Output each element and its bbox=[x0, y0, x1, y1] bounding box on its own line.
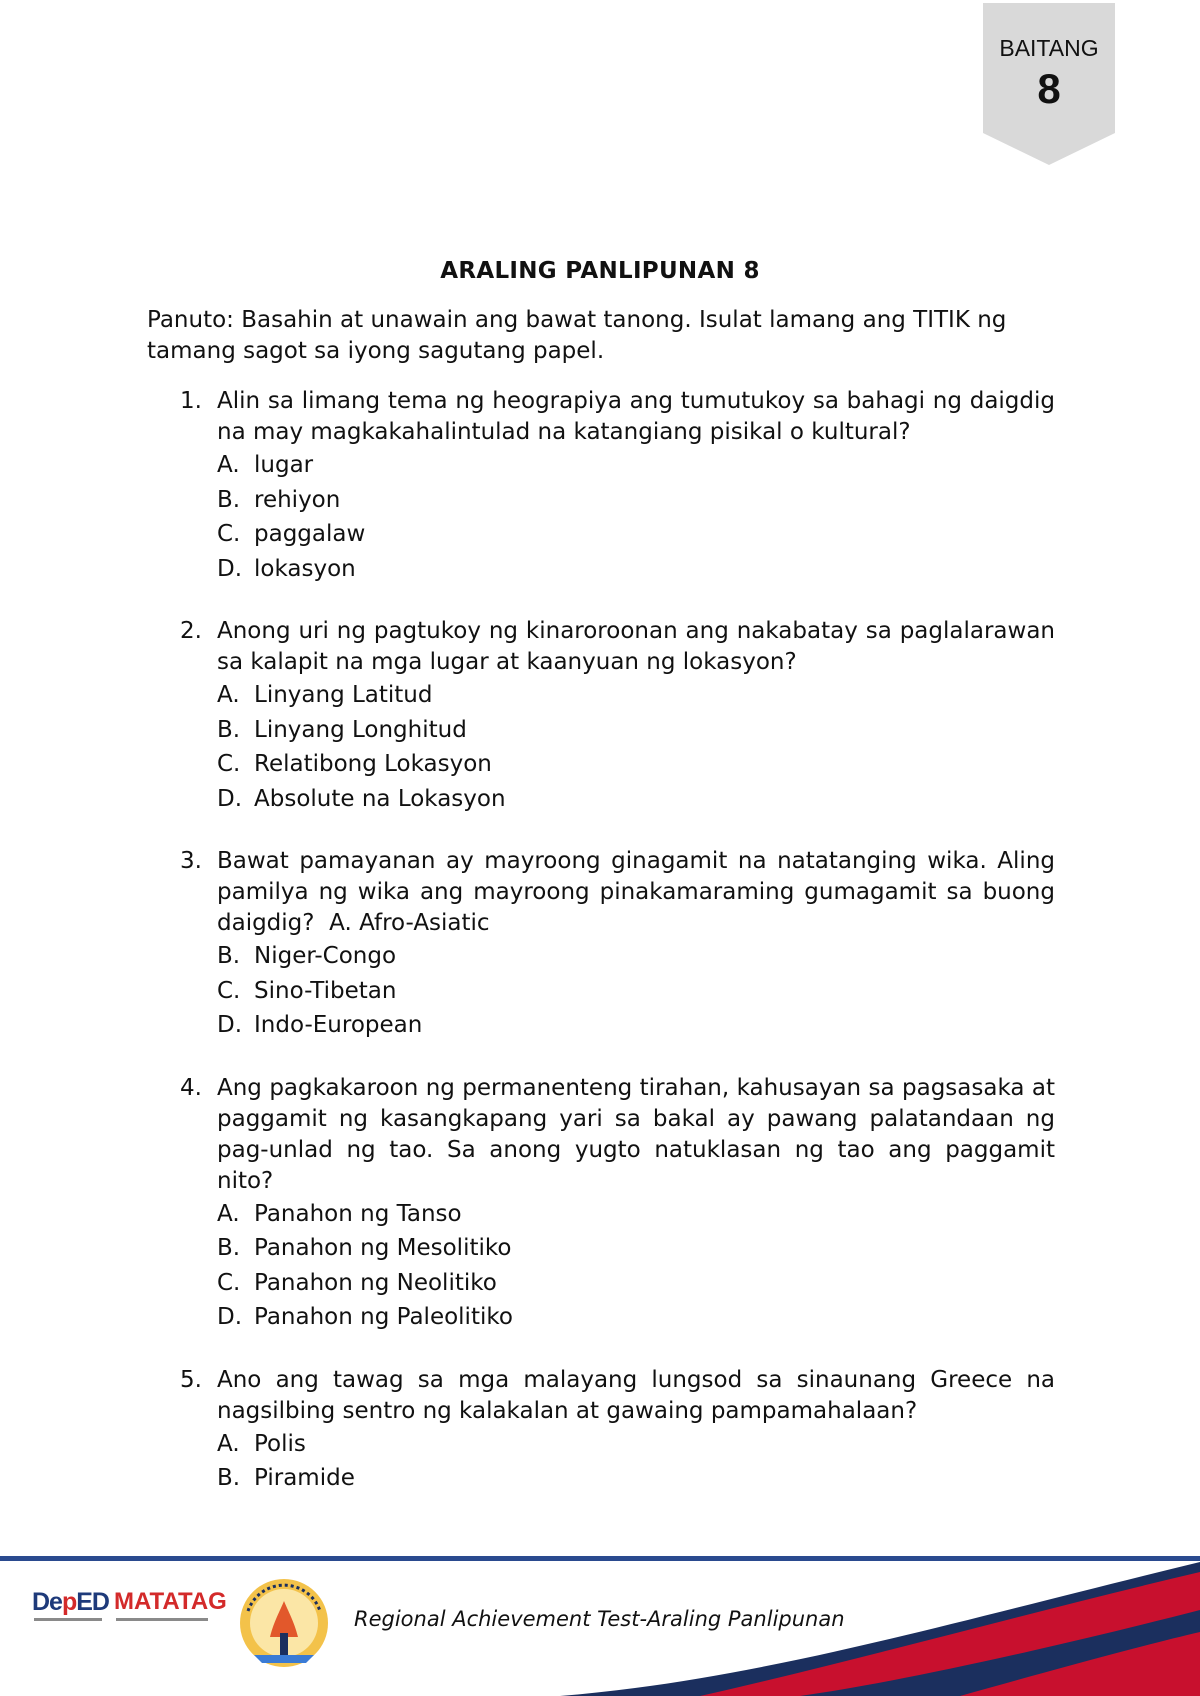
question-3 bbox=[147, 846, 1055, 1043]
question-5 bbox=[147, 1365, 1055, 1496]
option-text: Linyang Latitud bbox=[254, 682, 433, 708]
question-text: Anong uri ng pagtukoy ng kinaroroonan ang nakabatay sa paglalarawan sa kalapit na mga lugar at kaanyuan ng lokasyon? bbox=[217, 618, 1055, 675]
option-letter: B. bbox=[217, 1465, 241, 1491]
option bbox=[217, 747, 1055, 782]
deped-logo: DepED bbox=[32, 1588, 109, 1616]
option-text: Polis bbox=[254, 1430, 306, 1457]
option bbox=[217, 974, 1055, 1009]
page-title: ARALING PANLIPUNAN 8 bbox=[440, 258, 760, 284]
option-text: lokasyon bbox=[254, 555, 356, 582]
option bbox=[217, 1427, 1055, 1462]
option bbox=[217, 552, 1055, 587]
option bbox=[217, 1266, 1055, 1301]
option-text: Panahon ng Neolitiko bbox=[254, 1269, 497, 1296]
inline-option-letter: A. bbox=[329, 910, 352, 936]
question-1 bbox=[147, 386, 1055, 586]
option-text: Niger-Congo bbox=[254, 943, 397, 969]
option-letter: B. bbox=[217, 486, 241, 513]
question-text bbox=[217, 846, 1055, 939]
option-letter: D. bbox=[217, 555, 243, 582]
deped-seal-logo bbox=[234, 1571, 334, 1679]
option bbox=[217, 1231, 1055, 1266]
option-text: Panahon ng Paleolitiko bbox=[254, 1304, 513, 1330]
question-2 bbox=[147, 616, 1055, 816]
question-text: Ano ang tawag sa mga malayang lungsod sa sinaunang Greece na nagsilbing sentro ng kalakalan at gawaing pampamahalaan? bbox=[217, 1366, 1055, 1424]
option bbox=[217, 678, 1055, 713]
option-letter: C. bbox=[217, 977, 241, 1004]
option-text: Linyang Longhitud bbox=[254, 716, 467, 743]
footer-caption: Regional Achievement Test-Araling Panlipunan bbox=[354, 1607, 845, 1631]
option-letter: D. bbox=[217, 785, 243, 812]
option-text: Piramide bbox=[254, 1465, 355, 1491]
option-letter: A. bbox=[217, 452, 240, 478]
option-text: Sino-Tibetan bbox=[254, 977, 397, 1004]
deped-logo-tagline bbox=[34, 1618, 102, 1621]
option-letter: C. bbox=[217, 521, 241, 547]
option-letter: A. bbox=[217, 1430, 240, 1457]
question-number: 5. bbox=[180, 1366, 202, 1393]
inline-option-text: Afro-Asiatic bbox=[359, 910, 490, 936]
option-letter: B. bbox=[217, 943, 241, 969]
question-list bbox=[147, 386, 1055, 1526]
option bbox=[217, 483, 1055, 518]
option-text: Relatibong Lokasyon bbox=[254, 751, 492, 777]
question-number: 3. bbox=[180, 848, 202, 874]
instructions: Panuto: Basahin at unawain ang bawat tanong. Isulat lamang ang TITIK ng tamang sagot sa iyong sagutang papel. bbox=[147, 307, 1007, 364]
option-letter: A. bbox=[217, 682, 240, 708]
question-number: 1. bbox=[180, 388, 202, 414]
option-letter: B. bbox=[217, 1235, 241, 1261]
option bbox=[217, 1008, 1055, 1043]
question-4 bbox=[147, 1073, 1055, 1335]
question-text-body: Bawat pamayanan ay mayroong ginagamit na natatanging wika. Aling pamilya ng wika ang mayroong pinakamaraming gumagamit sa buong daigdig? bbox=[217, 848, 1055, 936]
option-letter: C. bbox=[217, 751, 241, 777]
matatag-logo: MATATAG bbox=[114, 1588, 227, 1615]
option bbox=[217, 782, 1055, 817]
question-number: 2. bbox=[180, 618, 202, 644]
matatag-logo-tagline bbox=[116, 1618, 208, 1621]
question-number: 4. bbox=[180, 1074, 202, 1101]
option-letter: D. bbox=[217, 1304, 243, 1330]
question-text: Ang pagkakaroon ng permanenteng tirahan, kahusayan sa pagsasaka at paggamit ng kasangkapang yari sa bakal ay pawang palatandaan ng pag-unlad ng tao. Sa anong yugto natuklasan ng tao ang paggamit nito? bbox=[217, 1074, 1055, 1194]
option-text: lugar bbox=[254, 452, 314, 478]
option-letter: D. bbox=[217, 1012, 243, 1038]
option-text: Panahon ng Mesolitiko bbox=[254, 1235, 512, 1261]
option-text: rehiyon bbox=[254, 486, 341, 513]
option bbox=[217, 1461, 1055, 1496]
question-text: Alin sa limang tema ng heograpiya ang tumutukoy sa bahagi ng daigdig na may magkakahalintulad na katangiang pisikal o kultural? bbox=[217, 388, 1055, 445]
option-letter: C. bbox=[217, 1269, 241, 1296]
option-letter: A. bbox=[217, 1200, 240, 1227]
option-text: Indo-European bbox=[254, 1012, 423, 1038]
option bbox=[217, 1197, 1055, 1232]
grade-badge bbox=[983, 3, 1115, 165]
option bbox=[217, 448, 1055, 483]
badge-number: 8 bbox=[1037, 65, 1061, 112]
option-text: Panahon ng Tanso bbox=[254, 1200, 462, 1227]
option bbox=[217, 517, 1055, 552]
option bbox=[217, 1300, 1055, 1335]
badge-label: BAITANG bbox=[999, 35, 1099, 61]
option bbox=[217, 939, 1055, 974]
option-text: Absolute na Lokasyon bbox=[254, 785, 506, 812]
option bbox=[217, 713, 1055, 748]
option-text: paggalaw bbox=[254, 521, 366, 547]
option-letter: B. bbox=[217, 716, 241, 743]
